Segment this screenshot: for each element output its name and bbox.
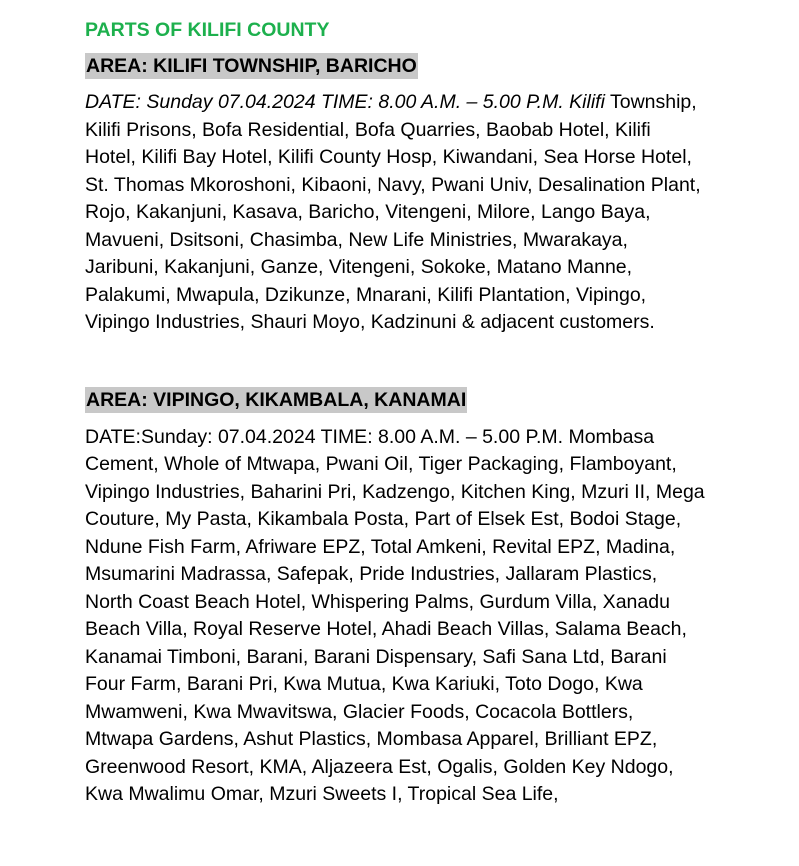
document-title: PARTS OF KILIFI COUNTY [85, 19, 330, 41]
area-date-line: DATE: Sunday 07.04.2024 TIME: 8.00 A.M. – 5.00 P.M. [85, 91, 564, 113]
area-heading: AREA: KILIFI TOWNSHIP, BARICHO [86, 55, 417, 77]
area-date-line: DATE:Sunday: 07.04.2024 TIME: 8.00 A.M. – 5.00 P.M. [85, 425, 564, 448]
area-description [85, 89, 707, 337]
area-heading: AREA: VIPINGO, KIKAMBALA, KANAMAI [86, 388, 467, 411]
area-section [85, 387, 707, 809]
area-section [85, 53, 707, 337]
area-locations: Mombasa Cement, Whole of Mtwapa, Pwani Oil, Tiger Packaging, Flamboyant, Vipingo Industries, Baharini Pri, Kadzengo, Kitchen King, Mzuri II, Mega Couture, My Pasta, Kikambala Posta, Part of Elsek Est, Bodoi Stage, Ndune Fish Farm, Afriware EPZ, Total Amkeni, Revital EPZ, Madina, Msumarini Madrassa, Safepak, Pride Industries, Jallaram Plastics, North Coast Beach Hotel, Whispering Palms, Gurdum Villa, Xanadu Beach Villa, Royal Reserve Hotel, Ahadi Beach Villas, Salama Beach, Kanamai Timboni, Barani, Barani Dispensary, Safi Sana Ltd, Barani Four Farm, Barani Pri, Kwa Mutua, Kwa Kariuki, Toto Dogo, Kwa Mwamweni, Kwa Mwavitswa, Glacier Foods, Cocacola Bottlers, Mtwapa Gardens, Ashut Plastics, Mombasa Apparel, Brilliant EPZ, Greenwood Resort, KMA, Aljazeera Est, Ogalis, Golden Key Ndogo, Kwa Mwalimu Omar, Mzuri Sweets I, Tropical Sea Life, [85, 425, 705, 805]
area-description [85, 424, 707, 809]
document-page [85, 16, 707, 809]
area-locations: Kilifi Township, Kilifi Prisons, Bofa Residential, Bofa Quarries, Baobab Hotel, Kilifi Hotel, Kilifi Bay Hotel, Kilifi County Hosp, Kiwandani, Sea Horse Hotel, St. Thomas Mkoroshoni, Kibaoni, Navy, Pwani Univ, Desalination Plant, Rojo, Kakanjuni, Kasava, Baricho, Vitengeni, Milore, Lango Baya, Mavueni, Dsitsoni, Chasimba, New Life Ministries, Mwarakaya, Jaribuni, Kakanjuni, Ganze, Vitengeni, Sokoke, Matano Manne, Palakumi, Mwapula, Dzikunze, Mnarani, Kilifi Plantation, Vipingo, Vipingo Industries, Shauri Moyo, Kadzinuni & adjacent customers. [85, 91, 701, 333]
